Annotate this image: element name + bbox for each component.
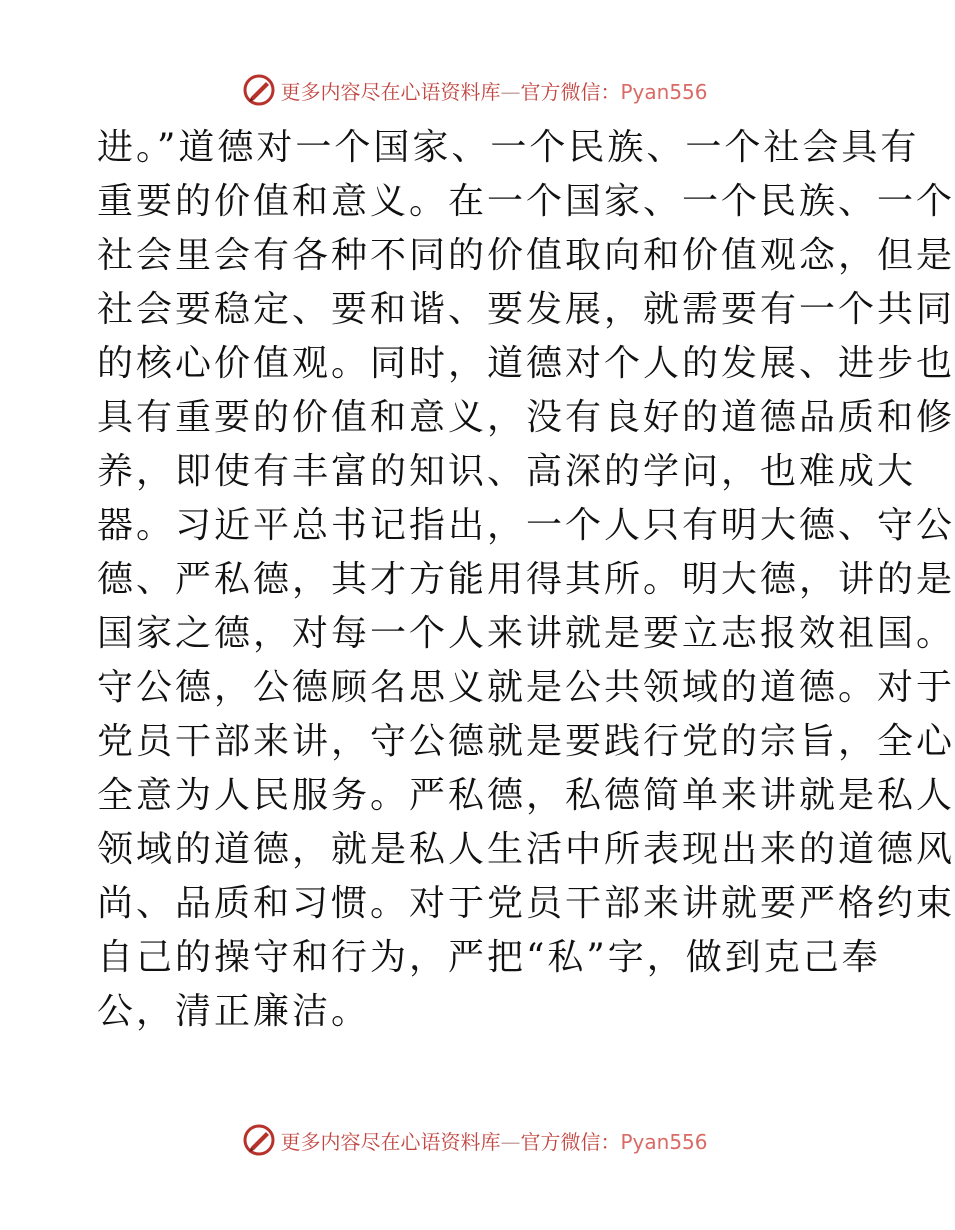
watermark-text	[280, 76, 707, 105]
watermark-separator: —	[500, 1129, 521, 1154]
text-line: 器。习近平总书记指出，一个人只有明大德、守公	[97, 505, 955, 546]
text-line: 领域的道德，就是私人生活中所表现出来的道德风	[97, 829, 955, 870]
text-line: 党员干部来讲，守公德就是要践行党的宗旨，全心	[97, 721, 955, 762]
text-line: 进。”道德对一个国家、一个民族、一个社会具有	[97, 127, 920, 168]
text-line: 具有重要的价值和意义，没有良好的道德品质和修	[97, 397, 955, 438]
text-line: 社会里会有各种不同的价值取向和价值观念，但是	[97, 235, 955, 276]
pen-logo-icon	[242, 73, 276, 107]
text-line: 养，即使有丰富的知识、高深的学问，也难成大	[97, 451, 917, 492]
header-watermark	[0, 70, 950, 110]
text-line: 公，清正廉洁。	[97, 991, 371, 1032]
watermark-site: 更多内容尽在心语资料库	[280, 79, 501, 104]
text-line: 社会要稳定、要和谐、要发展，就需要有一个共同	[97, 289, 955, 330]
text-line: 德、严私德，其才方能用得其所。明大德，讲的是	[97, 559, 955, 600]
text-line: 守公德，公德顾名思义就是公共领域的道德。对于	[97, 667, 955, 708]
text-line: 自己的操守和行为，严把“私”字，做到克己奉	[97, 937, 881, 978]
watermark-wechat-id: Pyan556	[620, 1129, 708, 1154]
pen-logo-icon	[242, 1123, 276, 1157]
watermark-contact: 官方微信：	[520, 1129, 621, 1154]
text-line: 全意为人民服务。严私德，私德简单来讲就是私人	[97, 775, 955, 816]
watermark-text	[280, 1126, 707, 1155]
text-line: 尚、品质和习惯。对于党员干部来讲就要严格约束	[97, 883, 955, 924]
watermark-site: 更多内容尽在心语资料库	[280, 1129, 501, 1154]
watermark-wechat-id: Pyan556	[620, 79, 708, 104]
text-line: 重要的价值和意义。在一个国家、一个民族、一个	[97, 181, 955, 222]
text-line: 国家之德，对每一个人来讲就是要立志报效祖国。	[97, 613, 955, 654]
body-paragraph	[97, 121, 955, 1039]
watermark-separator: —	[500, 79, 521, 104]
watermark-contact: 官方微信：	[520, 79, 621, 104]
footer-watermark	[0, 1120, 950, 1160]
text-line: 的核心价值观。同时，道德对个人的发展、进步也	[97, 343, 955, 384]
